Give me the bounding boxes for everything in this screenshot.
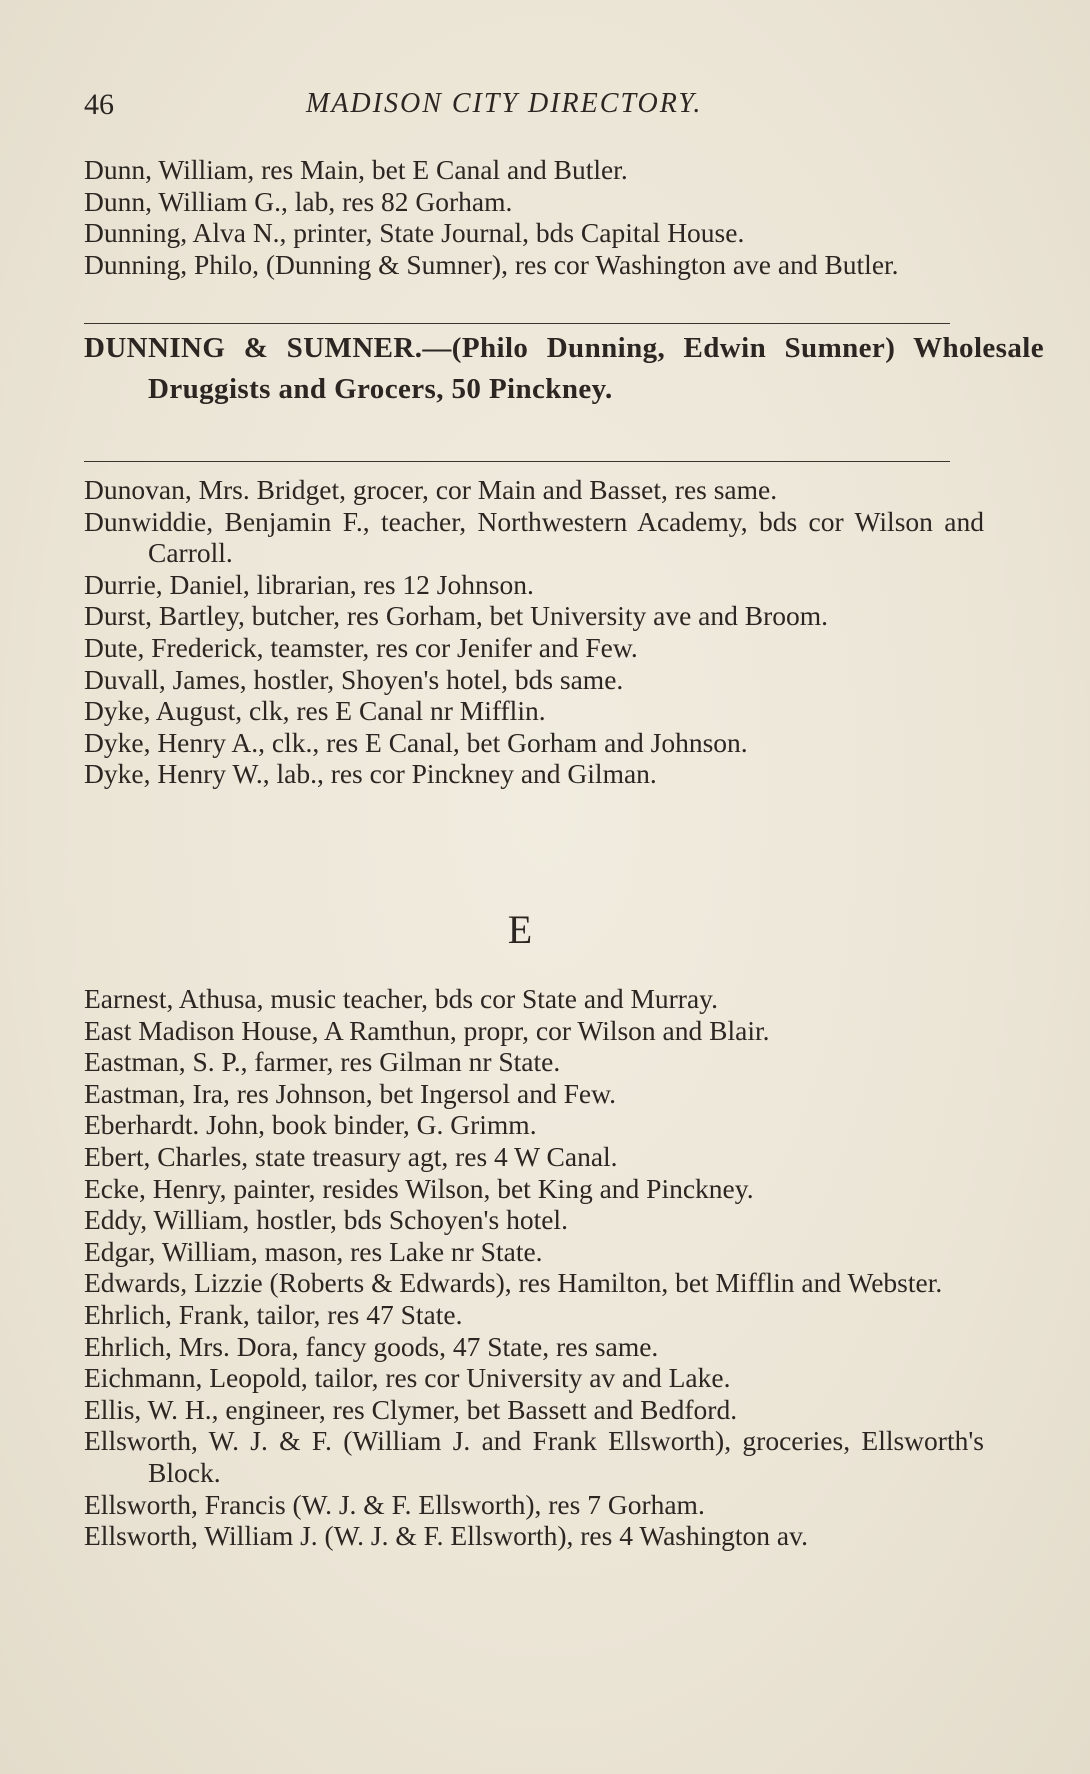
business-advertisement: DUNNING & SUMNER.—(Philo Dunning, Edwin Sumner) Wholesale Druggists and Grocers, 50 Pinckney. [84, 332, 1044, 405]
directory-entry: Ehrlich, Frank, tailor, res 47 State. [84, 1298, 463, 1330]
directory-entry: Ehrlich, Mrs. Dora, fancy goods, 47 State, res same. [84, 1330, 659, 1362]
directory-entry: Durst, Bartley, butcher, res Gorham, bet University ave and Broom. [84, 600, 829, 632]
directory-entry: Dunning, Alva N., printer, State Journal, bds Capital House. [84, 217, 745, 249]
running-title: MADISON CITY DIRECTORY. [306, 88, 703, 119]
directory-entry: Eichmann, Leopold, tailor, res cor University av and Lake. [84, 1362, 731, 1394]
entries-list-e [84, 983, 984, 1552]
directory-entry: Edgar, William, mason, res Lake nr State. [84, 1235, 543, 1267]
directory-entry: Dute, Frederick, teamster, res cor Jenifer and Few. [84, 631, 638, 663]
directory-entry: Eastman, S. P., farmer, res Gilman nr State. [84, 1046, 561, 1078]
page-number: 46 [84, 88, 114, 121]
section-letter-heading: E [507, 907, 533, 952]
directory-entry: Dyke, August, clk, res E Canal nr Mifflin. [84, 695, 546, 727]
directory-entry: Duvall, James, hostler, Shoyen's hotel, bds same. [84, 663, 624, 695]
advert-bottom-rule [84, 461, 950, 462]
page-header [84, 88, 984, 128]
directory-entry: Ellsworth, W. J. & F. (William J. and Frank Ellsworth), groceries, Ellsworth's Block. [84, 1425, 984, 1488]
directory-entry: Ecke, Henry, painter, resides Wilson, bet King and Pinckney. [84, 1172, 754, 1204]
directory-entry: Earnest, Athusa, music teacher, bds cor State and Murray. [84, 983, 719, 1014]
entries-list-after-ad [84, 474, 984, 790]
directory-entry: Dunn, William G., lab, res 82 Gorham. [84, 185, 513, 217]
entries-list-before-ad [84, 154, 984, 280]
directory-entry: Dyke, Henry A., clk., res E Canal, bet Gorham and Johnson. [84, 726, 748, 758]
directory-entry: Ellsworth, William J. (W. J. & F. Ellsworth), res 4 Washington av. [84, 1520, 808, 1552]
directory-entry: East Madison House, A Ramthun, propr, cor Wilson and Blair. [84, 1014, 770, 1046]
directory-entry: Ellsworth, Francis (W. J. & F. Ellsworth), res 7 Gorham. [84, 1488, 705, 1520]
directory-entry: Dunwiddie, Benjamin F., teacher, Northwestern Academy, bds cor Wilson and Carroll. [84, 505, 984, 569]
directory-entry: Eberhardt. John, book binder, G. Grimm. [84, 1109, 537, 1141]
directory-entry: Edwards, Lizzie (Roberts & Edwards), res Hamilton, bet Mifflin and Webster. [84, 1267, 943, 1299]
directory-entry: Dunn, William, res Main, bet E Canal and Butler. [84, 154, 628, 185]
directory-entry: Dunning, Philo, (Dunning & Sumner), res cor Washington ave and Butler. [84, 248, 899, 280]
directory-entry: Ellis, W. H., engineer, res Clymer, bet Bassett and Bedford. [84, 1393, 738, 1425]
directory-entry: Ebert, Charles, state treasury agt, res 4 W Canal. [84, 1140, 618, 1172]
directory-entry: Dyke, Henry W., lab., res cor Pinckney and Gilman. [84, 758, 657, 790]
directory-entry: Durrie, Daniel, librarian, res 12 Johnson. [84, 568, 534, 600]
directory-entry: Eddy, William, hostler, bds Schoyen's hotel. [84, 1204, 568, 1236]
directory-entry: Dunovan, Mrs. Bridget, grocer, cor Main and Basset, res same. [84, 474, 778, 505]
directory-entry: Eastman, Ira, res Johnson, bet Ingersol and Few. [84, 1077, 617, 1109]
advert-top-rule [84, 323, 950, 324]
